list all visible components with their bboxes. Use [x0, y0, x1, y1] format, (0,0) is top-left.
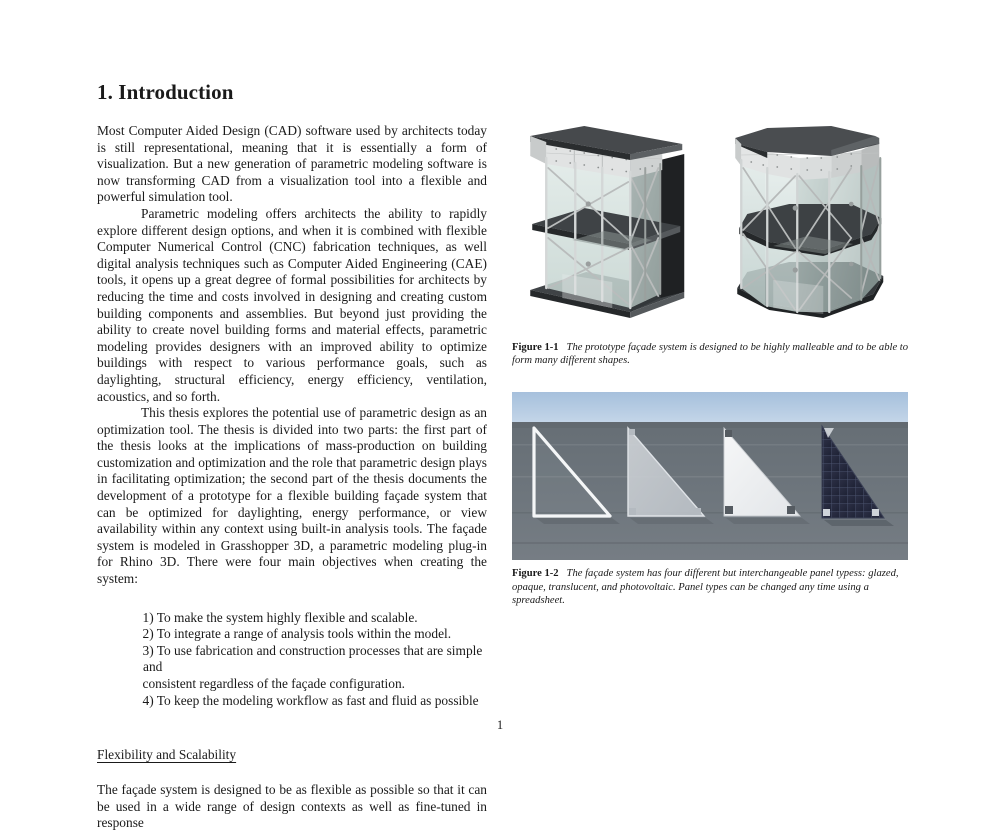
figure-1-2-caption-text: The façade system has four different but interchangeable panel typess: glazed, opaque, translucent, and photovoltaic. Panel types can be changed any time using a spreadsheet. — [512, 568, 899, 606]
figure-1-2-caption — [512, 567, 909, 607]
figure-1-1-caption-text: The prototype façade system is designed to be highly malleable and to be able to form many different shapes. — [512, 342, 909, 367]
list-item: 3) To use fabrication and construction processes that are simple and — [142, 642, 483, 675]
closing-paragraph: The façade system is designed to be as flexible as possible so that it can be used in a wide range of design contexts as well as fine-tuned in response — [97, 782, 487, 831]
paragraph-1: Most Computer Aided Design (CAD) software used by architects today is still representational, meaning that it is essentially a form of visualization. But a new generation of parametric modeling software is now transforming CAD from a visualization tool into a flexible and powerful simulation tool. — [97, 123, 487, 205]
list-item: 2) To integrate a range of analysis tools within the model. — [142, 626, 452, 642]
figure-column — [512, 112, 909, 607]
render-faceted-prototype — [711, 112, 910, 334]
list-item: 4) To keep the modeling workflow as fast and fluid as possible — [142, 692, 479, 708]
figure-1-1-caption — [512, 341, 909, 367]
list-item: 1) To make the system highly flexible and scalable. — [142, 609, 418, 625]
objectives-list — [97, 610, 487, 710]
paragraph-2: Parametric modeling offers architects the ability to rapidly explore different design options, and when it is combined with flexible Computer Numerical Control (CNC) fabrication techniques, as well digital analysis techniques such as Computer Aided Engineering (CAE) tools, it opens up a great degree of formal possibilities for architects by reducing the time and costs involved in designing and creating custom building components and assemblies. But beyond just providing the ability to create novel building forms and material effects, parametric modeling provides designers with an improved ability to optimize buildings with respect to various performance goals, such as daylighting, structural efficiency, energy efficiency, ventilation, acoustics, and so forth. — [97, 205, 487, 404]
page-title: 1. Introduction — [97, 80, 234, 104]
page-number: 1 — [496, 718, 504, 732]
figure-1-1-label: Figure 1-1 — [512, 342, 564, 353]
paragraph-3: This thesis explores the potential use of parametric design as an optimization tool. The thesis is divided into two parts: the first part of the thesis looks at the implications of mass-production on building customization and optimization and the role that parametric design plays in facilitating optimization; the second part of the thesis documents the development of a prototype for a flexible building façade system that can be optimized for daylighting, energy performance, or view availability within any context using built-in analysis tools. The façade system is modeled in Grasshopper 3D, a parametric modeling plug-in for Rhino 3D. There were four main objectives when creating the system: — [97, 405, 487, 587]
figure-1-1-image — [512, 112, 909, 334]
render-rectangular-prototype — [512, 112, 711, 334]
section-subheading: Flexibility and Scalability — [97, 747, 237, 763]
list-item: consistent regardless of the façade configuration. — [142, 676, 406, 691]
figure-1-2-image — [512, 392, 908, 560]
figure-1-2-label: Figure 1-2 — [512, 568, 564, 580]
